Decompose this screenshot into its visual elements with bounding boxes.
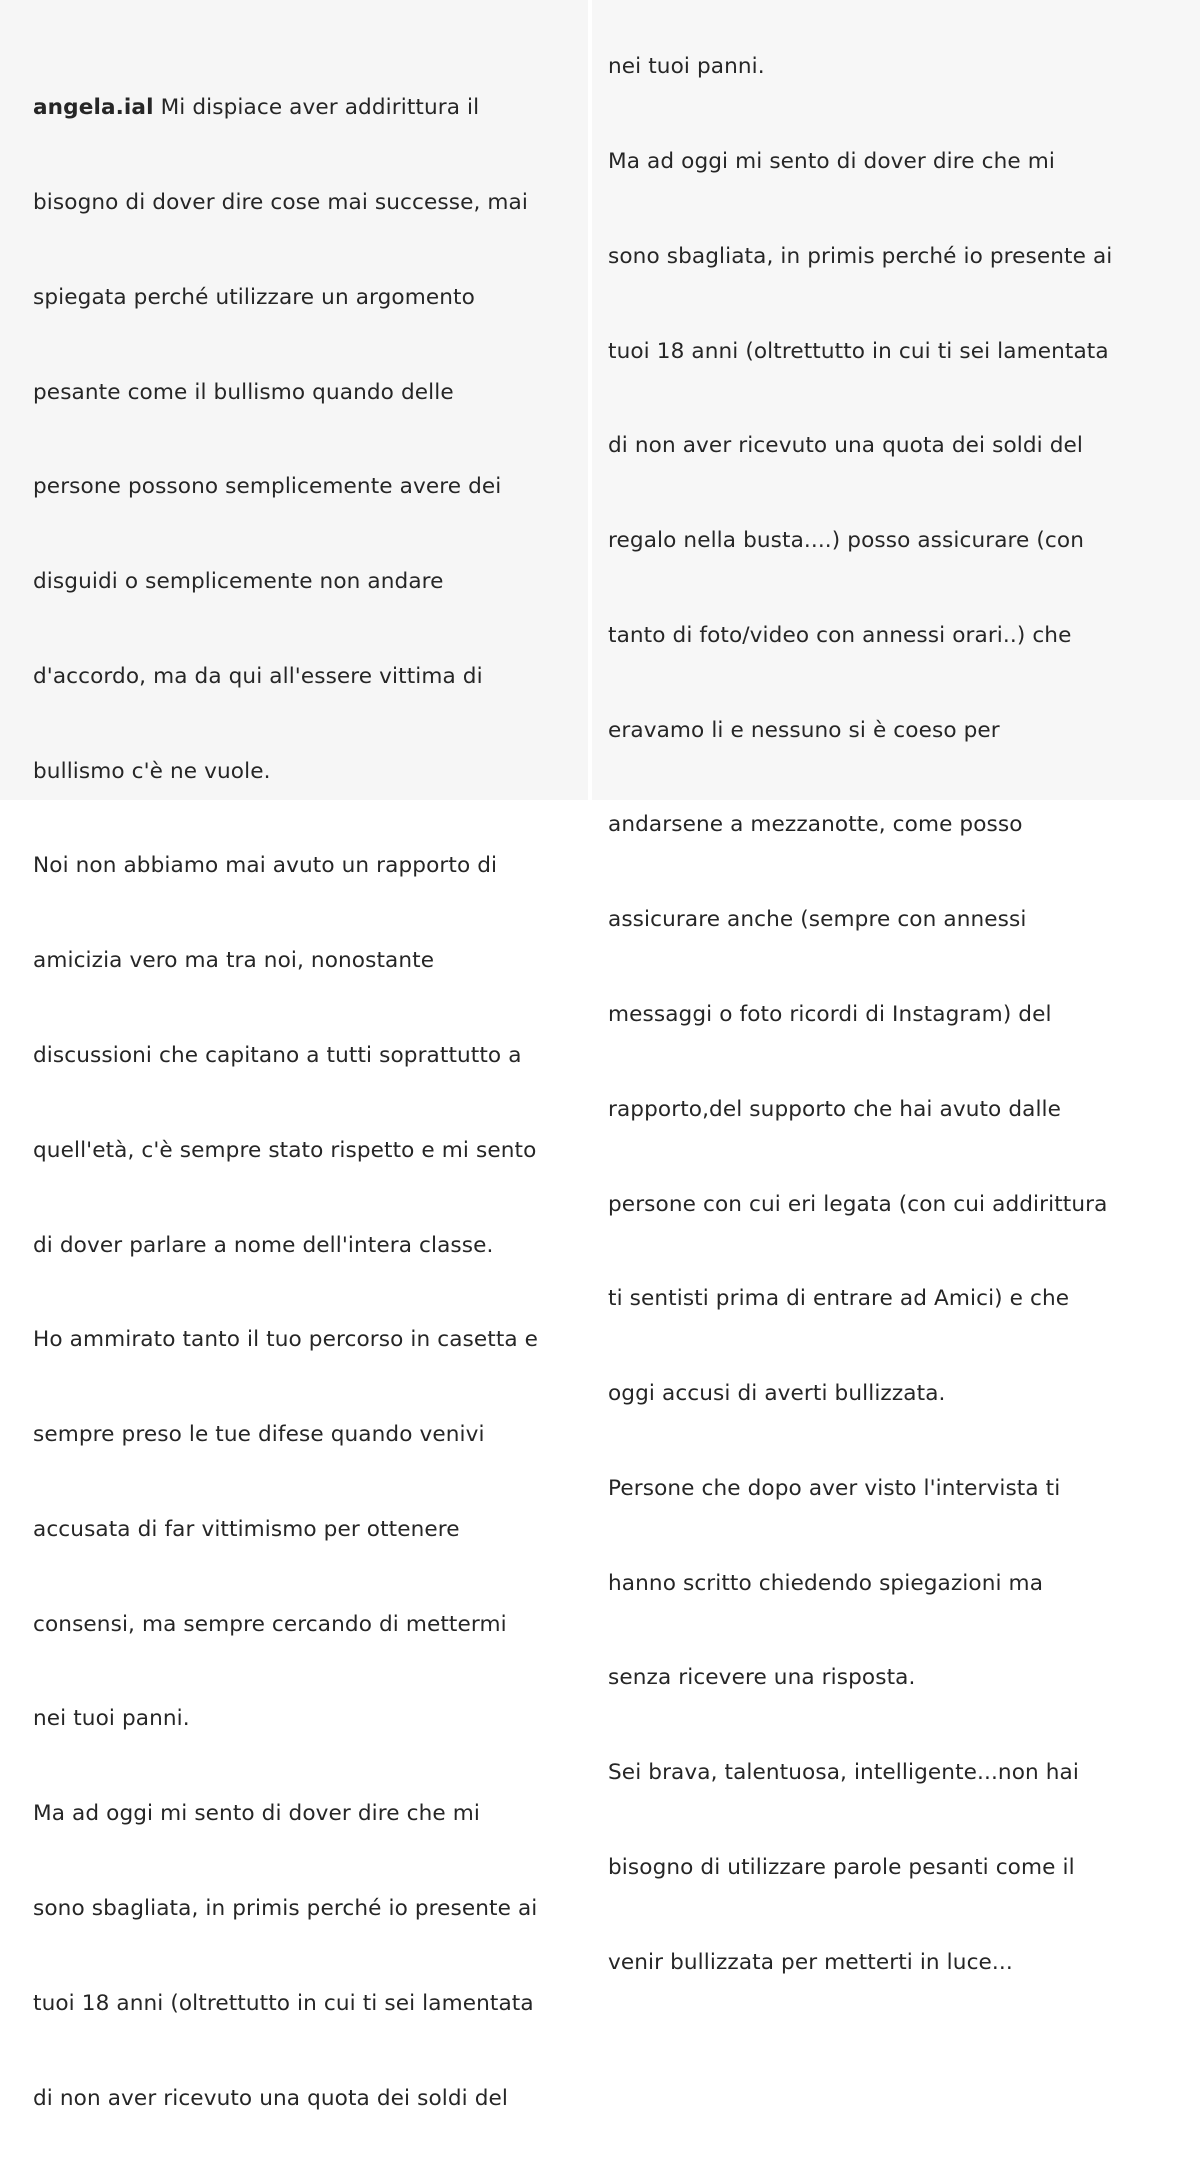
comment-line: persone con cui eri legata (con cui addirittura — [608, 1191, 1108, 1217]
comment-line: accusata di far vittimismo per ottenere — [33, 1516, 460, 1542]
comment-line: bisogno di utilizzare parole pesanti come il — [608, 1855, 1075, 1881]
comment-line: di dover parlare a nome dell'intera classe. — [33, 1232, 494, 1258]
comment-screenshot-right — [592, 0, 1200, 1975]
comment-line: nei tuoi panni. — [608, 54, 765, 80]
comment-line: tuoi 18 anni (oltrettutto in cui ti sei lamentata — [608, 338, 1109, 364]
comment-line: Noi non abbiamo mai avuto un rapporto di — [33, 853, 498, 879]
comment-line: bisogno di dover dire cose mai successe, mai — [33, 189, 528, 215]
comment-line: venir bullizzata per metterti in luce... — [608, 1949, 1013, 1975]
comment-line: tanto di foto/video con annessi orari..) che — [608, 622, 1072, 648]
comment-line: messaggi o foto ricordi di Instagram) del — [608, 1002, 1052, 1027]
comment-line: persone possono semplicemente avere dei — [33, 474, 502, 500]
comment-line: spiegata perché utilizzare un argomento — [33, 284, 475, 310]
comment-line: quell'età, c'è sempre stato rispetto e mi sento — [33, 1137, 537, 1163]
comment-line: Sei brava, talentuosa, intelligente...non hai — [608, 1760, 1079, 1786]
comment-line: ti sentisti prima di entrare ad Amici) e che — [608, 1286, 1070, 1312]
comment-line: andarsene a mezzanotte, come posso — [608, 812, 1023, 838]
username: angela.ial — [33, 95, 154, 121]
comment-line: assicurare anche (sempre con annessi — [608, 907, 1027, 933]
comment-line: rapporto,del supporto che hai avuto dalle — [608, 1096, 1062, 1122]
comment-screenshot-left — [0, 0, 588, 2111]
comment-line: sono sbagliata, in primis perché io presente ai — [33, 1896, 538, 1922]
comment-text-right — [608, 0, 1112, 2042]
comment-first-line — [33, 92, 538, 124]
comment-first-line-text: Mi dispiace aver addirittura il — [153, 95, 480, 121]
comment-line: Ma ad oggi mi sento di dover dire che mi — [33, 1801, 480, 1827]
comment-line: Ma ad oggi mi sento di dover dire che mi — [608, 148, 1055, 174]
comment-line: sono sbagliata, in primis perché io presente ai — [608, 243, 1113, 269]
comment-line: Persone che dopo aver visto l'intervista ti — [608, 1475, 1061, 1501]
comment-line: amicizia vero ma tra noi, nonostante — [33, 948, 435, 974]
comment-line: nei tuoi panni. — [33, 1706, 190, 1732]
comment-line: eravamo li e nessuno si è coeso per — [608, 717, 1000, 743]
comment-line: Ho ammirato tanto il tuo percorso in casetta e — [33, 1327, 539, 1353]
comment-line: regalo nella busta....) posso assicurare (con — [608, 528, 1084, 554]
comment-line: tuoi 18 anni (oltrettutto in cui ti sei lamentata — [33, 1990, 534, 2016]
comment-line: di non aver ricevuto una quota dei soldi del — [33, 2085, 509, 2111]
comment-line: hanno scritto chiedendo spiegazioni ma — [608, 1570, 1044, 1596]
comment-line: oggi accusi di averti bullizzata. — [608, 1381, 946, 1407]
comment-line: d'accordo, ma da qui all'essere vittima di — [33, 663, 483, 689]
comment-line: consensi, ma sempre cercando di mettermi — [33, 1611, 507, 1637]
comment-line: disguidi o semplicemente non andare — [33, 569, 444, 595]
comment-line: discussioni che capitano a tutti soprattutto a — [33, 1043, 522, 1068]
comment-line: bullismo c'è ne vuole. — [33, 758, 271, 784]
comment-line: sempre preso le tue difese quando venivi — [33, 1422, 485, 1448]
comment-line: di non aver ricevuto una quota dei soldi del — [608, 433, 1084, 459]
comment-line: senza ricevere una risposta. — [608, 1665, 916, 1691]
comment-line: pesante come il bullismo quando delle — [33, 379, 454, 405]
comment-text-left — [33, 29, 538, 2177]
